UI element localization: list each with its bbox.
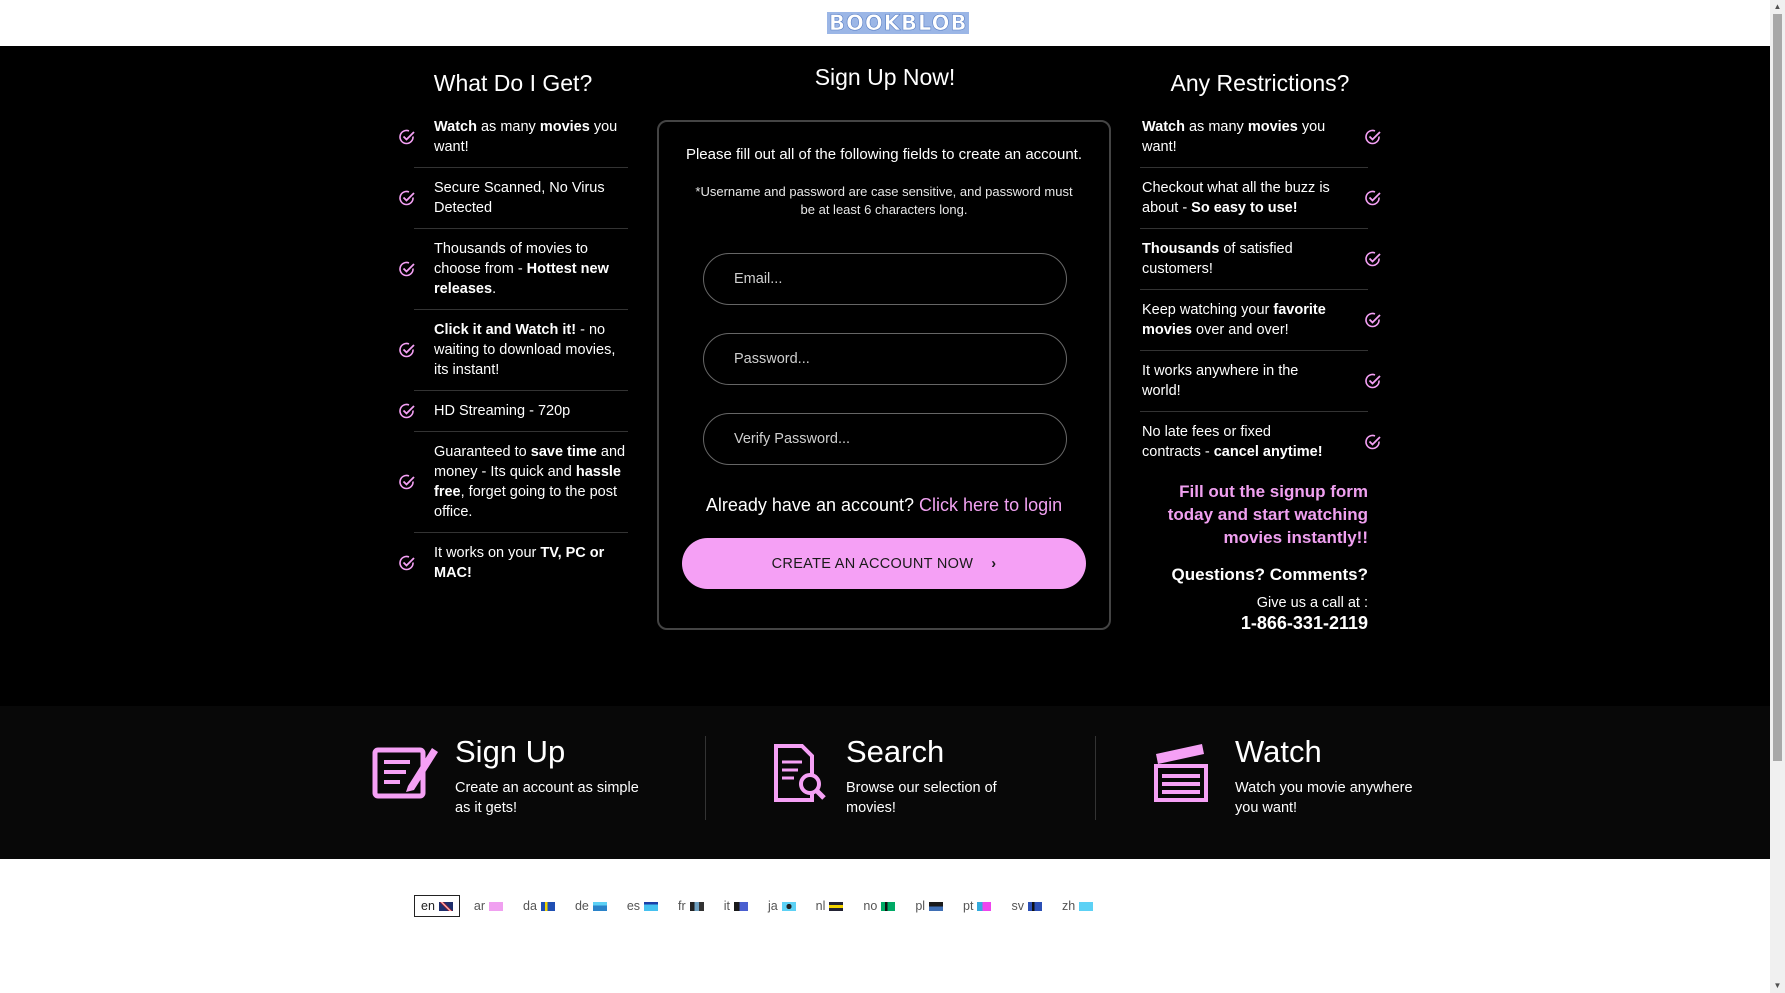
feature-text: Hottest new releases [434, 261, 609, 297]
language-code: da [523, 899, 537, 913]
restrictions-column [1140, 70, 1380, 634]
scrollbar[interactable] [1770, 0, 1785, 993]
feature-text: over and over! [1191, 322, 1289, 338]
step-desc: Create an account as simple as it gets! [455, 780, 639, 816]
feature-text: It works anywhere in the world! [1142, 363, 1299, 399]
feature-text: So easy to use! [1191, 200, 1298, 216]
feature-item [1140, 107, 1368, 168]
feature-text: Keep watching your [1142, 302, 1274, 318]
signup-form [657, 120, 1111, 630]
feature-text: you want! [1142, 119, 1326, 155]
check-circle-icon [398, 473, 416, 491]
language-de[interactable] [569, 896, 613, 916]
verify-password-field[interactable] [703, 413, 1067, 465]
check-circle-icon [398, 341, 416, 359]
chevron-right-icon: › [991, 555, 997, 572]
site-logo[interactable]: BOOKBLOB [829, 11, 968, 35]
check-circle-icon [398, 128, 416, 146]
feature-item [1140, 412, 1368, 472]
feature-text: and money - Its quick and [434, 444, 626, 480]
flag-icon [593, 902, 607, 911]
clapperboard-icon [1152, 742, 1222, 804]
feature-text: HD Streaming - 720p [434, 403, 571, 419]
feature-item [414, 310, 628, 391]
check-circle-icon [1364, 372, 1382, 390]
check-circle-icon [398, 402, 416, 420]
step-title: Search [846, 734, 945, 769]
step-title: Sign Up [455, 734, 566, 769]
feature-item [414, 533, 628, 593]
language-code: pl [915, 899, 926, 913]
language-fr[interactable] [672, 896, 710, 916]
feature-text: cancel anytime! [1213, 444, 1323, 460]
feature-item [1140, 229, 1368, 290]
feature-item [414, 229, 628, 310]
check-circle-icon [1364, 250, 1382, 268]
benefits-list [398, 107, 628, 593]
questions-title: Questions? Comments? [1171, 565, 1368, 584]
step-divider [1095, 736, 1096, 820]
feature-text: Checkout what all the buzz is about - [1142, 180, 1330, 216]
flag-icon [1079, 902, 1093, 911]
login-link[interactable]: Click here to login [919, 495, 1063, 515]
language-pt[interactable] [957, 896, 997, 916]
step-desc: Browse our selection of movies! [846, 780, 997, 816]
feature-text: movies [539, 119, 590, 135]
scrollbar-thumb[interactable] [1773, 14, 1782, 761]
feature-text: as many [476, 119, 540, 135]
search-document-icon [772, 742, 842, 804]
language-code: es [626, 899, 641, 913]
feature-text: No late fees or fixed contracts - [1142, 424, 1271, 460]
language-code: zh [1061, 899, 1076, 913]
flag-icon [929, 902, 943, 911]
language-pl[interactable] [909, 896, 949, 916]
feature-text: Watch [434, 119, 477, 135]
flag-icon [1028, 902, 1042, 911]
feature-text: Thousands [1142, 241, 1220, 257]
scroll-up-icon[interactable]: ▲ [1773, 2, 1782, 11]
language-code: sv [1011, 899, 1024, 913]
signup-form-icon [372, 742, 442, 804]
flag-icon [881, 902, 895, 911]
feature-text: Watch [1142, 119, 1185, 135]
feature-item [1140, 290, 1368, 351]
language-nl[interactable] [810, 896, 850, 916]
login-line [659, 495, 1109, 516]
feature-text: Click it and Watch it! [434, 322, 577, 338]
feature-item [414, 168, 628, 229]
call-label: Give us a call at : [1256, 595, 1368, 611]
feature-text: Guaranteed to [434, 444, 531, 460]
flag-icon [439, 902, 453, 911]
feature-text: hassle free [434, 464, 621, 500]
create-account-label: CREATE AN ACCOUNT NOW [771, 555, 974, 572]
feature-text: of satisfied customers! [1142, 241, 1293, 277]
step-divider [705, 736, 706, 820]
feature-text: TV, PC or MAC! [434, 545, 605, 581]
feature-text: save time [530, 444, 597, 460]
signup-title: Sign Up Now! [814, 64, 956, 90]
language-zh[interactable] [1056, 896, 1099, 916]
feature-item [1140, 351, 1368, 412]
language-sv[interactable] [1005, 896, 1048, 916]
language-es[interactable] [621, 896, 664, 916]
feature-item [414, 391, 628, 432]
feature-text: , forget going to the post office. [434, 484, 617, 520]
scroll-down-icon[interactable]: ▼ [1773, 981, 1782, 990]
feature-text: as many [1184, 119, 1248, 135]
language-ar[interactable] [468, 896, 509, 916]
language-da[interactable] [517, 896, 561, 916]
feature-item [414, 432, 628, 533]
feature-item [1140, 168, 1368, 229]
feature-text: It works on your [434, 545, 541, 561]
flag-icon [489, 902, 503, 911]
feature-text: Thousands of movies to choose from - [434, 241, 588, 277]
feature-text: - no waiting to download movies, its instant! [434, 322, 616, 378]
hero-section [0, 46, 1770, 706]
language-it[interactable] [718, 896, 754, 916]
flag-icon [782, 902, 796, 911]
language-code: nl [815, 899, 826, 913]
benefits-column [398, 70, 628, 593]
language-code: it [723, 899, 730, 913]
language-code: pt [963, 899, 974, 913]
flag-icon [734, 902, 748, 911]
check-circle-icon [1364, 189, 1382, 207]
flag-icon [541, 902, 555, 911]
email-field[interactable] [703, 253, 1067, 305]
steps-section [0, 706, 1770, 859]
check-circle-icon [398, 554, 416, 572]
promo-text: Fill out the signup form today and start watching movies instantly!! [1167, 482, 1368, 547]
login-prompt: Already have an account? [705, 495, 915, 515]
check-circle-icon [398, 189, 416, 207]
benefits-title: What Do I Get? [433, 70, 593, 96]
step-title: Watch [1235, 734, 1322, 769]
form-note: *Username and password are case sensitive, and password must be at least 6 characters long. [695, 184, 1073, 217]
language-code: no [863, 899, 878, 913]
flag-icon [829, 902, 843, 911]
create-account-button[interactable] [682, 538, 1086, 589]
check-circle-icon [1364, 311, 1382, 329]
language-code: ar [473, 899, 486, 913]
check-circle-icon [1364, 433, 1382, 451]
form-intro: Please fill out all of the following fields to create an account. [685, 146, 1083, 163]
language-no[interactable] [857, 896, 901, 916]
feature-text: . [492, 281, 497, 297]
check-circle-icon [398, 260, 416, 278]
feature-text: Secure Scanned, No Virus Detected [434, 180, 605, 216]
feature-item [414, 107, 628, 168]
language-code: de [574, 899, 589, 913]
feature-text: movies [1247, 119, 1298, 135]
password-field[interactable] [703, 333, 1067, 385]
language-selector [414, 895, 1107, 917]
language-code: fr [678, 899, 686, 913]
flag-icon [644, 902, 658, 911]
step-desc: Watch you movie anywhere you want! [1235, 780, 1413, 816]
phone-number[interactable]: 1-866-331-2119 [1240, 613, 1368, 633]
restrictions-list [1140, 107, 1380, 472]
language-code: ja [767, 899, 778, 913]
language-en[interactable] [414, 895, 460, 917]
language-ja[interactable] [762, 896, 802, 916]
check-circle-icon [1364, 128, 1382, 146]
feature-text: favorite movies [1142, 302, 1326, 338]
flag-icon [690, 902, 704, 911]
language-code: en [421, 899, 435, 913]
top-bar [0, 0, 1770, 46]
restrictions-title: Any Restrictions? [1170, 70, 1350, 96]
feature-text: you want! [434, 119, 618, 155]
flag-icon [977, 902, 991, 911]
